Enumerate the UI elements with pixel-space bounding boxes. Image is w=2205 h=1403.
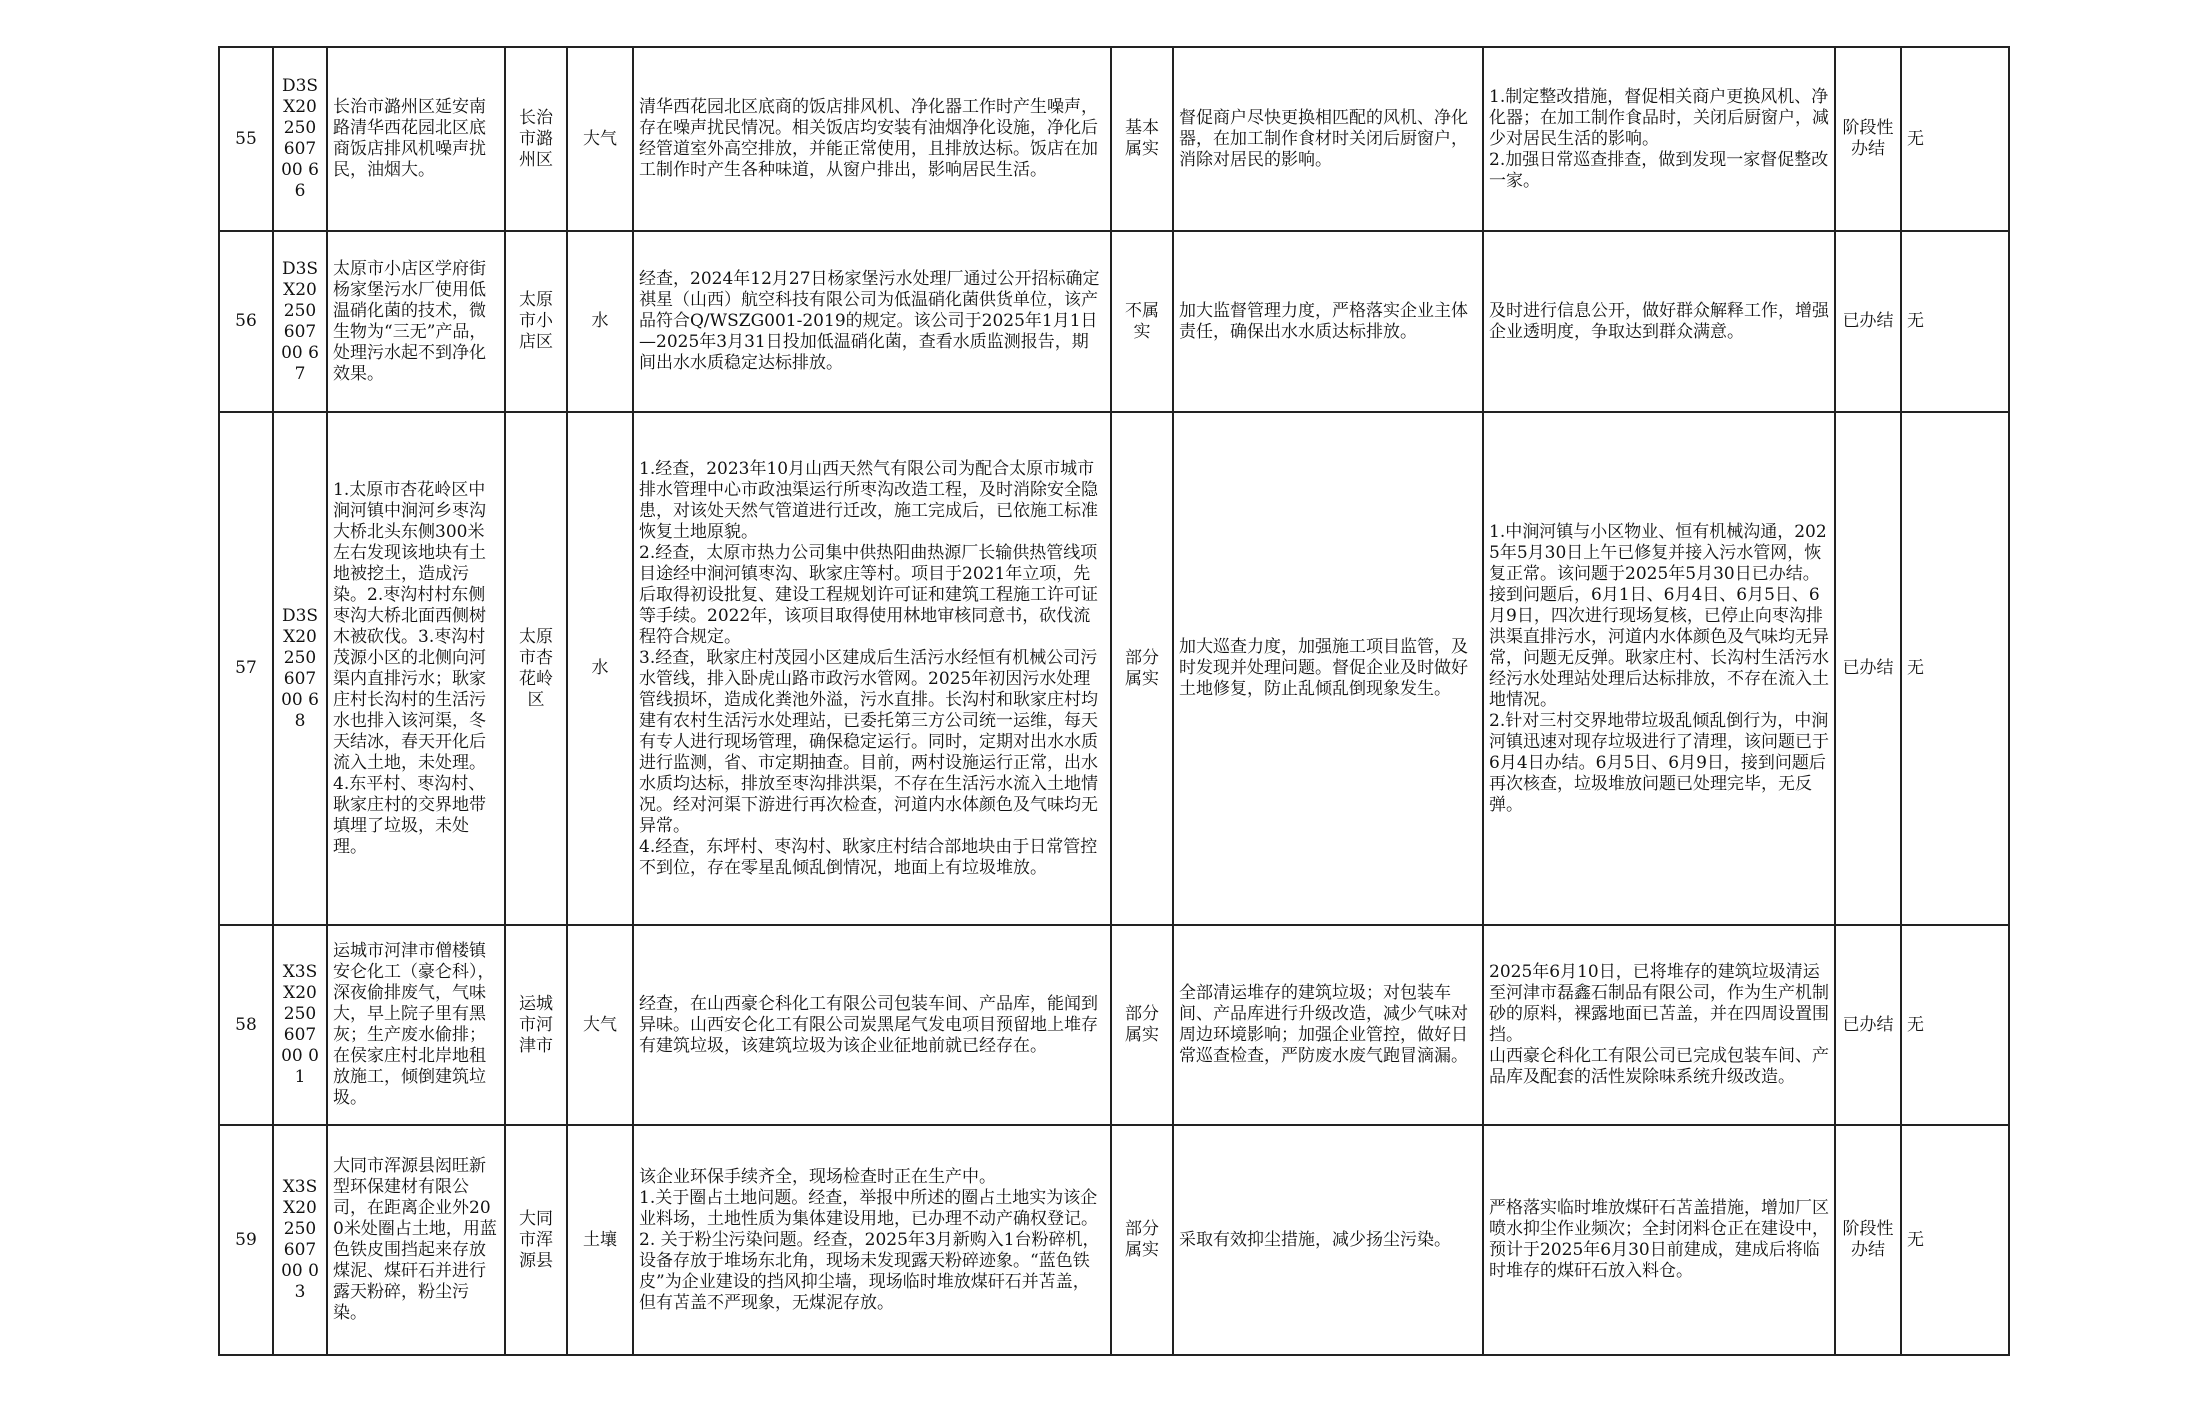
accountability: 无	[1901, 47, 2009, 231]
case-code: X3SX2025060700 01	[273, 925, 327, 1125]
region: 长治市潞州区	[505, 47, 567, 231]
case-code: D3SX2025060700 68	[273, 412, 327, 925]
region: 太原市杏花岭区	[505, 412, 567, 925]
region: 大同市浑源县	[505, 1125, 567, 1355]
handling-measures: 全部清运堆存的建筑垃圾；对包装车间、产品库进行升级改造，减少气味对周边环境影响；加强企业管控，做好日常巡查检查，严防废水废气跑冒滴漏。	[1173, 925, 1483, 1125]
case-code: D3SX2025060700 67	[273, 231, 327, 412]
rectification-status: 及时进行信息公开，做好群众解释工作，增强企业透明度，争取达到群众满意。	[1483, 231, 1835, 412]
case-code: X3SX2025060700 03	[273, 1125, 327, 1355]
handling-measures: 督促商户尽快更换相匹配的风机、净化器，在加工制作食材时关闭后厨窗户，消除对居民的影响。	[1173, 47, 1483, 231]
pollution-category: 大气	[567, 47, 633, 231]
row-number: 55	[219, 47, 273, 231]
region: 太原市小店区	[505, 231, 567, 412]
rectification-status: 严格落实临时堆放煤矸石苫盖措施，增加厂区喷水抑尘作业频次；全封闭料仓正在建设中，预计于2025年6月30日前建成，建成后将临时堆存的煤矸石放入料仓。	[1483, 1125, 1835, 1355]
rectification-status: 1.制定整改措施，督促相关商户更换风机、净化器；在加工制作食品时，关闭后厨窗户，减少对居民生活的影响。 2.加强日常巡查排查，做到发现一家督促整改一家。	[1483, 47, 1835, 231]
verdict: 部分属实	[1111, 412, 1173, 925]
verdict: 基本属实	[1111, 47, 1173, 231]
investigation-findings: 1.经查，2023年10月山西天然气有限公司为配合太原市城市排水管理中心市政浊渠运行所枣沟改造工程，及时消除安全隐患，对该处天然气管道进行迁改，施工完成后，已依施工标准恢复土地原貌。 2.经查，太原市热力公司集中供热阳曲热源厂长输供热管线项目途经中涧河镇枣沟、耿家庄等村。项目于2021年立项，先后取得初设批复、建设工程规划许可证和建筑工程施工许可证等手续。2022年，该项目取得使用林地审核同意书，砍伐流程符合规定。 3.经查，耿家庄村茂园小区建成后生活污水经恒有机械公司污水管线，排入卧虎山路市政污水管网。2025年初因污水处理管线损坏，造成化粪池外溢，污水直排。长沟村和耿家庄村均建有农村生活污水处理站，已委托第三方公司统一运维，每天有专人进行现场管理，确保稳定运行。同时，定期对出水水质进行监测，省、市定期抽查。目前，两村设施运行正常，出水水质均达标，排放至枣沟排洪渠，不存在生活污水流入土地情况。经对河渠下游进行再次检查，河道内水体颜色及气味均无异常。 4.经查，东坪村、枣沟村、耿家庄村结合部地块由于日常管控不到位，存在零星乱倾乱倒情况，地面上有垃圾堆放。	[633, 412, 1111, 925]
complaint-content: 大同市浑源县闳旺新型环保建材有限公司，在距离企业外200米处圈占土地，用蓝色铁皮围挡起来存放煤泥、煤矸石并进行露天粉碎，粉尘污染。	[327, 1125, 505, 1355]
handling-measures: 采取有效抑尘措施，减少扬尘污染。	[1173, 1125, 1483, 1355]
pollution-category: 水	[567, 412, 633, 925]
verdict: 不属实	[1111, 231, 1173, 412]
complaint-content: 长治市潞州区延安南路清华西花园北区底商饭店排风机噪声扰民，油烟大。	[327, 47, 505, 231]
pollution-category: 水	[567, 231, 633, 412]
table-row	[219, 412, 2009, 925]
investigation-findings: 清华西花园北区底商的饭店排风机、净化器工作时产生噪声，存在噪声扰民情况。相关饭店均安装有油烟净化设施，净化后经管道室外高空排放，并能正常使用，且排放达标。饭店在加工制作时产生各种味道，从窗户排出，影响居民生活。	[633, 47, 1111, 231]
closure-status: 已办结	[1835, 412, 1901, 925]
accountability: 无	[1901, 231, 2009, 412]
investigation-findings: 该企业环保手续齐全，现场检查时正在生产中。 1.关于圈占土地问题。经查，举报中所述的圈占土地实为该企业料场，土地性质为集体建设用地，已办理不动产确权登记。 2. 关于粉尘污染问题。经查，2025年3月新购入1台粉碎机，设备存放于堆场东北角，现场未发现露天粉碎迹象。“蓝色铁皮”为企业建设的挡风抑尘墙，现场临时堆放煤矸石并苫盖，但有苫盖不严现象，无煤泥存放。	[633, 1125, 1111, 1355]
row-number: 57	[219, 412, 273, 925]
accountability: 无	[1901, 925, 2009, 1125]
pollution-category: 大气	[567, 925, 633, 1125]
handling-measures: 加大巡查力度，加强施工项目监管，及时发现并处理问题。督促企业及时做好土地修复，防止乱倾乱倒现象发生。	[1173, 412, 1483, 925]
region: 运城市河津市	[505, 925, 567, 1125]
table-row	[219, 925, 2009, 1125]
row-number: 59	[219, 1125, 273, 1355]
handling-measures: 加大监督管理力度，严格落实企业主体责任，确保出水水质达标排放。	[1173, 231, 1483, 412]
verdict: 部分属实	[1111, 925, 1173, 1125]
row-number: 58	[219, 925, 273, 1125]
rectification-status: 2025年6月10日，已将堆存的建筑垃圾清运至河津市磊鑫石制品有限公司，作为生产机制砂的原料，裸露地面已苫盖，并在四周设置围挡。 山西豪仑科化工有限公司已完成包装车间、产品库及配套的活性炭除味系统升级改造。	[1483, 925, 1835, 1125]
pollution-category: 土壤	[567, 1125, 633, 1355]
investigation-findings: 经查，2024年12月27日杨家堡污水处理厂通过公开招标确定祺星（山西）航空科技有限公司为低温硝化菌供货单位，该产品符合Q/WSZG001-2019的规定。该公司于2025年1月1日—2025年3月31日投加低温硝化菌，查看水质监测报告，期间出水水质稳定达标排放。	[633, 231, 1111, 412]
verdict: 部分属实	[1111, 1125, 1173, 1355]
complaint-content: 运城市河津市僧楼镇安仑化工（豪仑科），深夜偷排废气，气味大，早上院子里有黑灰；生产废水偷排；在侯家庄村北岸地租放施工，倾倒建筑垃圾。	[327, 925, 505, 1125]
table-row	[219, 1125, 2009, 1355]
row-number: 56	[219, 231, 273, 412]
closure-status: 阶段性办结	[1835, 1125, 1901, 1355]
closure-status: 阶段性办结	[1835, 47, 1901, 231]
table-row	[219, 47, 2009, 231]
closure-status: 已办结	[1835, 925, 1901, 1125]
case-code: D3SX2025060700 66	[273, 47, 327, 231]
investigation-findings: 经查，在山西豪仑科化工有限公司包装车间、产品库，能闻到异味。山西安仑化工有限公司炭黑尾气发电项目预留地上堆存有建筑垃圾，该建筑垃圾为该企业征地前就已经存在。	[633, 925, 1111, 1125]
rectification-status: 1.中涧河镇与小区物业、恒有机械沟通，2025年5月30日上午已修复并接入污水管网，恢复正常。该问题于2025年5月30日已办结。接到问题后，6月1日、6月4日、6月5日、6月9日，四次进行现场复核，已停止向枣沟排洪渠直排污水，河道内水体颜色及气味均无异常，问题无反弹。耿家庄村、长沟村生活污水经污水处理站处理后达标排放，不存在流入土地情况。 2.针对三村交界地带垃圾乱倾乱倒行为，中涧河镇迅速对现存垃圾进行了清理，该问题已于6月4日办结。6月5日、6月9日，接到问题后再次核查，垃圾堆放问题已处理完毕，无反弹。	[1483, 412, 1835, 925]
complaint-table	[218, 46, 2010, 1356]
table-row	[219, 231, 2009, 412]
complaint-content: 1.太原市杏花岭区中涧河镇中涧河乡枣沟大桥北头东侧300米左右发现该地块有土地被挖土，造成污染。2.枣沟村村东侧枣沟大桥北面西侧树木被砍伐。3.枣沟村茂源小区的北侧向河渠内直排污水；耿家庄村长沟村的生活污水也排入该河渠，冬天结冰，春天开化后流入土地，未处理。 4.东平村、枣沟村、耿家庄村的交界地带填埋了垃圾，未处理。	[327, 412, 505, 925]
accountability: 无	[1901, 412, 2009, 925]
accountability: 无	[1901, 1125, 2009, 1355]
closure-status: 已办结	[1835, 231, 1901, 412]
complaint-content: 太原市小店区学府街杨家堡污水厂使用低温硝化菌的技术，微生物为“三无”产品，处理污水起不到净化效果。	[327, 231, 505, 412]
